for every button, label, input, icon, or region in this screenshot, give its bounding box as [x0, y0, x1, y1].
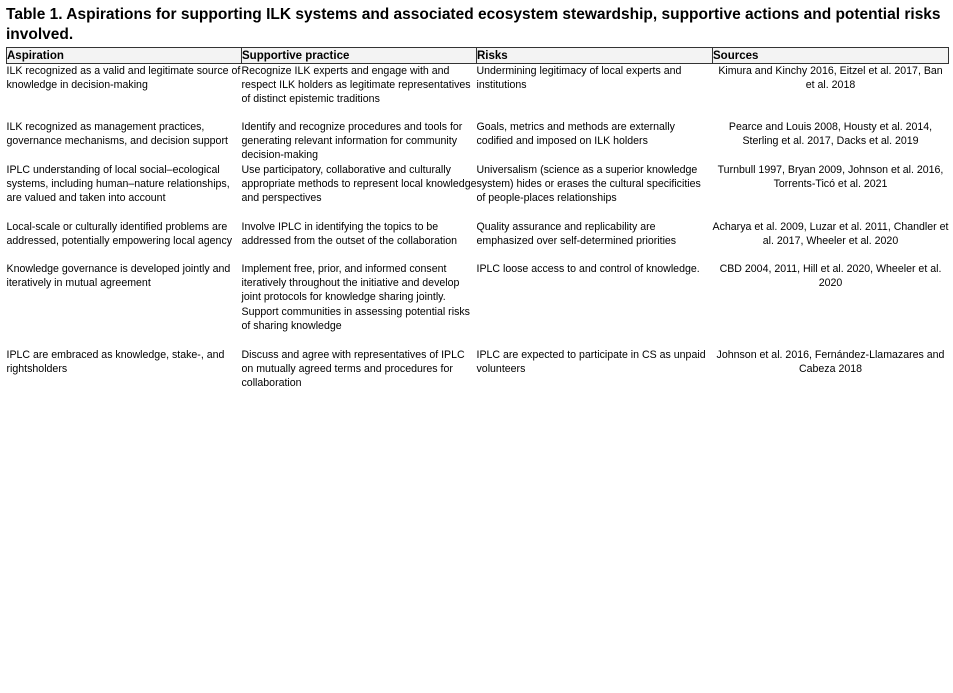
- cell-practice: Use participatory, collaborative and culturally appropriate methods to represent local knowledge and perspectives: [241, 164, 477, 205]
- table-header: [7, 48, 949, 64]
- cell-sources: Johnson et al. 2016, Fernández-Llamazares and Cabeza 2018: [716, 349, 945, 376]
- cell-aspiration: IPLC are embraced as knowledge, stake-, and rightsholders: [6, 349, 225, 376]
- cell-aspiration: Knowledge governance is developed jointly and iteratively in mutual agreement: [6, 263, 231, 290]
- cell-practice: Implement free, prior, and informed consent iteratively throughout the initiative and develop joint protocols for knowledge sharing jointly. Support communities in assessing potential risks of sharing knowledge: [241, 263, 470, 332]
- cell-practice: Recognize ILK experts and engage with and respect ILK holders as legitimate representatives of distinct epistemic traditions: [241, 65, 471, 106]
- table-row: [7, 163, 949, 220]
- table-row: [7, 64, 949, 121]
- cell-practice: Identify and recognize procedures and tools for generating relevant information for community decision-making: [241, 121, 463, 162]
- cell-risks: Undermining legitimacy of local experts and institutions: [476, 65, 682, 92]
- cell-risks: Quality assurance and replicability are emphasized over self-determined priorities: [476, 221, 677, 248]
- table-row: [7, 262, 949, 348]
- cell-aspiration: Local-scale or culturally identified problems are addressed, potentially empowering local agency: [6, 221, 233, 248]
- aspirations-table: [6, 47, 949, 391]
- header-supportive-practice: Supportive practice: [242, 48, 477, 64]
- cell-risks: Goals, metrics and methods are externally codified and imposed on ILK holders: [476, 121, 675, 148]
- cell-aspiration: IPLC understanding of local social–ecological systems, including human–nature relationships, are valued and taken into account: [6, 164, 230, 205]
- cell-sources: CBD 2004, 2011, Hill et al. 2020, Wheeler et al. 2020: [719, 263, 942, 290]
- table-caption: Table 1. Aspirations for supporting ILK systems and associated ecosystem stewardship, supportive actions and potential risks involved.: [6, 6, 941, 43]
- cell-aspiration: ILK recognized as management practices, governance mechanisms, and decision support: [6, 121, 228, 148]
- cell-sources: Kimura and Kinchy 2016, Eitzel et al. 2017, Ban et al. 2018: [718, 65, 943, 92]
- header-risks: Risks: [477, 48, 713, 64]
- cell-practice: Discuss and agree with representatives of IPLC on mutually agreed terms and procedures for collaboration: [241, 349, 465, 390]
- table-body: [7, 64, 949, 391]
- header-sources: Sources: [713, 48, 949, 64]
- cell-risks: IPLC loose access to and control of knowledge.: [476, 263, 700, 275]
- cell-aspiration: ILK recognized as a valid and legitimate source of knowledge in decision-making: [6, 65, 241, 92]
- cell-risks: IPLC are expected to participate in CS as unpaid volunteers: [476, 349, 706, 376]
- table-row: [7, 120, 949, 163]
- cell-risks: Universalism (science as a superior knowledge system) hides or erases the cultural specificities of people-places relationships: [476, 164, 701, 205]
- table-row: [7, 220, 949, 262]
- table-row: [7, 348, 949, 391]
- cell-sources: Turnbull 1997, Bryan 2009, Johnson et al. 2016, Torrents-Ticó et al. 2021: [717, 164, 944, 191]
- cell-sources: Acharya et al. 2009, Luzar et al. 2011, Chandler et al. 2017, Wheeler et al. 2020: [712, 221, 949, 248]
- cell-sources: Pearce and Louis 2008, Housty et al. 2014, Sterling et al. 2017, Dacks et al. 2019: [728, 121, 933, 148]
- header-row: [7, 48, 949, 64]
- cell-practice: Involve IPLC in identifying the topics to be addressed from the outset of the collaboration: [241, 221, 458, 248]
- header-aspiration: Aspiration: [7, 48, 242, 64]
